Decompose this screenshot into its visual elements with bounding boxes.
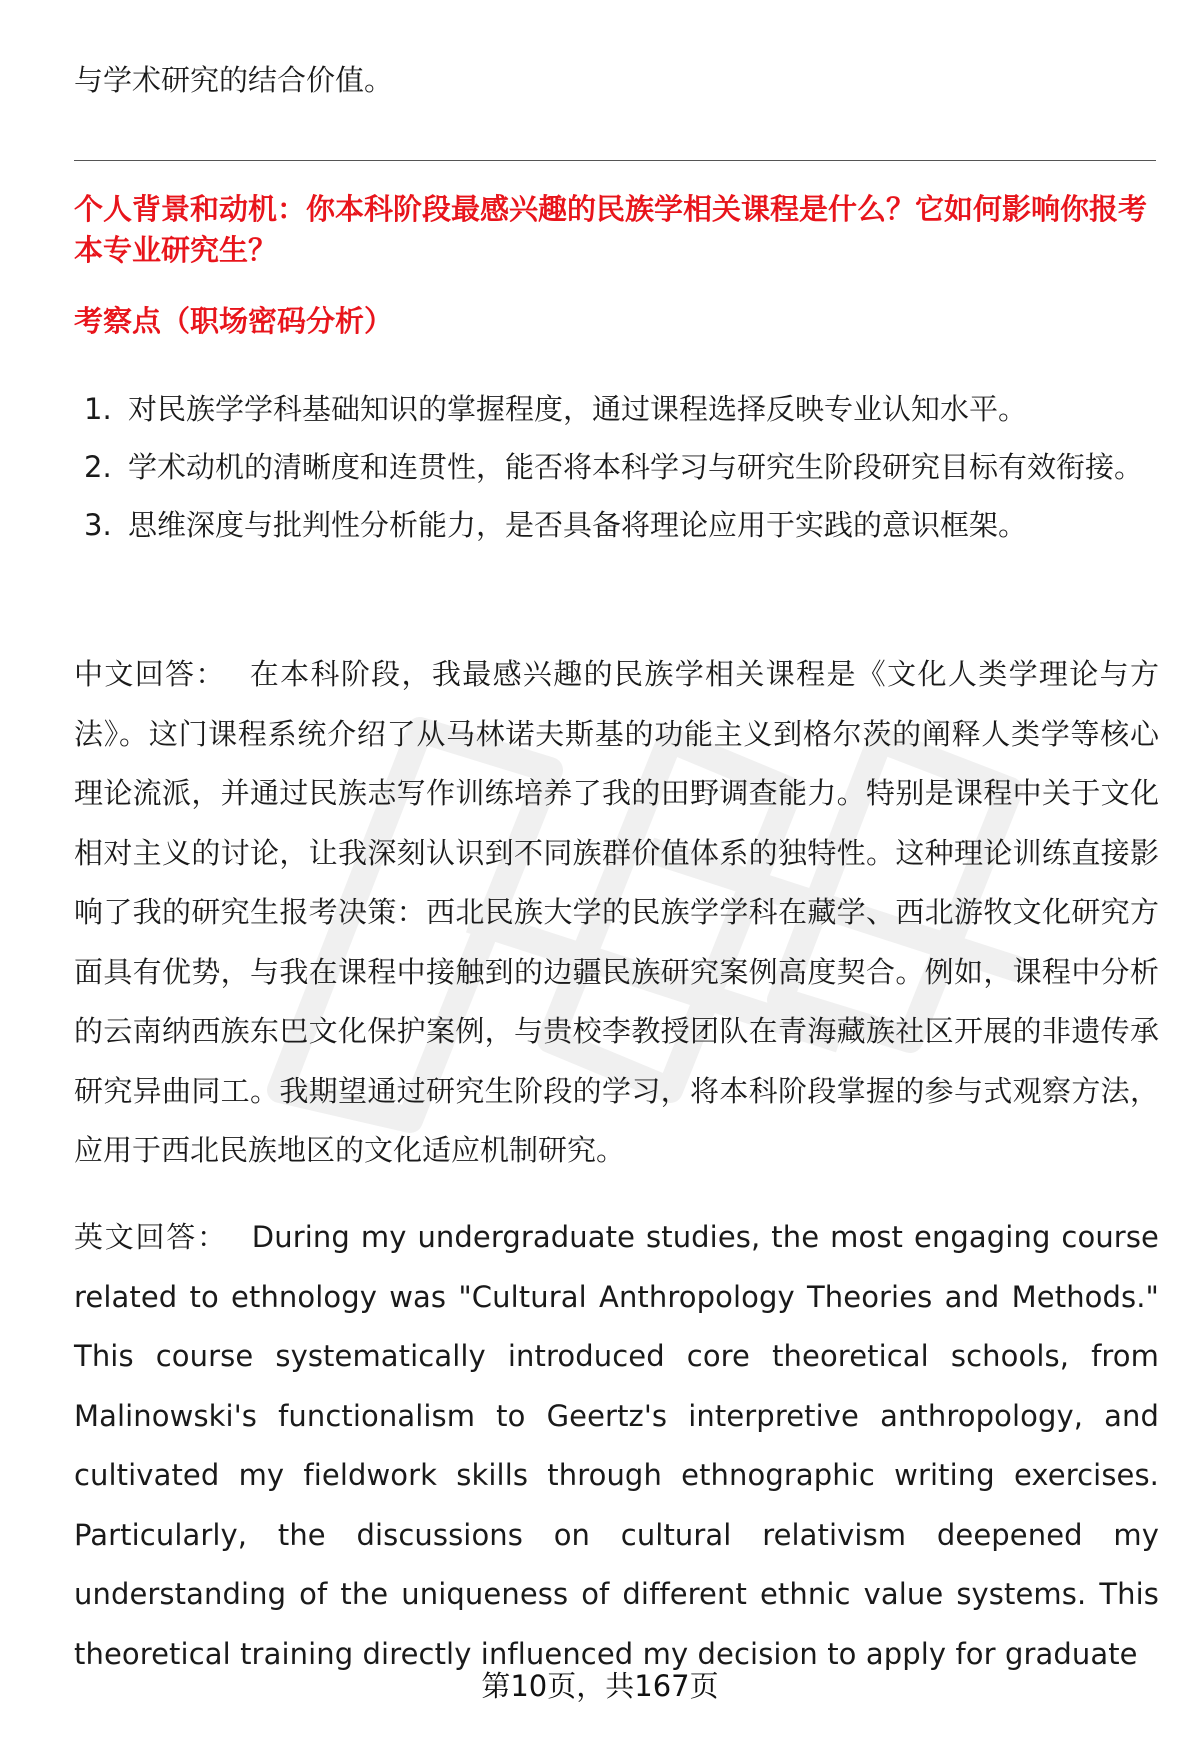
list-item-number: 2. (84, 450, 112, 484)
page-number-footer: 第10页，共167页 (481, 1669, 719, 1703)
key-points-list (74, 380, 1156, 554)
list-item-text: 学术动机的清晰度和连贯性，能否将本科学习与研究生阶段研究目标有效衔接。 (128, 450, 1144, 484)
section-divider (74, 160, 1156, 161)
chinese-answer-text: 在本科阶段，我最感兴趣的民族学相关课程是《文化人类学理论与方法》。这门课程系统介绍了从马林诺夫斯基的功能主义到格尔茨的阐释人类学等核心理论流派，并通过民族志写作训练培养了我的田野调查能力。特别是课程中关于文化相对主义的讨论，让我深刻认识到不同族群价值体系的独特性。这种理论训练直接影响了我的研究生报考决策：西北民族大学的民族学学科在藏学、西北游牧文化研究方面具有优势，与我在课程中接触到的边疆民族研究案例高度契合。例如，课程中分析的云南纳西族东巴文化保护案例，与贵校李教授团队在青海藏族社区开展的非遗传承研究异曲同工。我期望通过研究生阶段的学习，将本科阶段掌握的参与式观察方法，应用于西北民族地区的文化适应机制研究。 (74, 657, 1159, 1167)
chinese-answer-label: 中文回答： (74, 657, 226, 691)
list-item-text: 对民族学学科基础知识的掌握程度，通过课程选择反映专业认知水平。 (128, 392, 1028, 426)
intro-text: 与学术研究的结合价值。 (74, 63, 394, 97)
list-item-text: 思维深度与批判性分析能力，是否具备将理论应用于实践的意识框架。 (128, 508, 1028, 542)
key-points-heading: 考察点（职场密码分析） (74, 304, 394, 338)
list-item-number: 3. (84, 508, 112, 542)
english-answer-text: During my undergraduate studies, the most engaging course related to ethnology was "Cultural Anthropology Theories and Methods." This course systematically introduced core theoretical schools, from Malinowski's functionalism to Geertz's interpretive anthropology, and cultivated my fieldwork skills through ethnographic writing exercises. Particularly, the discussions on cultural relativism deepened my understanding of the uniqueness of different ethnic value systems. This theoretical training directly influenced my decision to apply for graduate (74, 1220, 1159, 1671)
chinese-answer (74, 645, 1159, 1181)
list-item (74, 380, 1156, 438)
english-answer (74, 1208, 1159, 1684)
list-item (74, 438, 1156, 496)
english-answer-label: 英文回答： (74, 1220, 228, 1254)
list-item-number: 1. (84, 392, 112, 426)
question-heading: 个人背景和动机：你本科阶段最感兴趣的民族学相关课程是什么？它如何影响你报考本专业研究生？ (74, 192, 1148, 267)
list-item (74, 496, 1156, 554)
